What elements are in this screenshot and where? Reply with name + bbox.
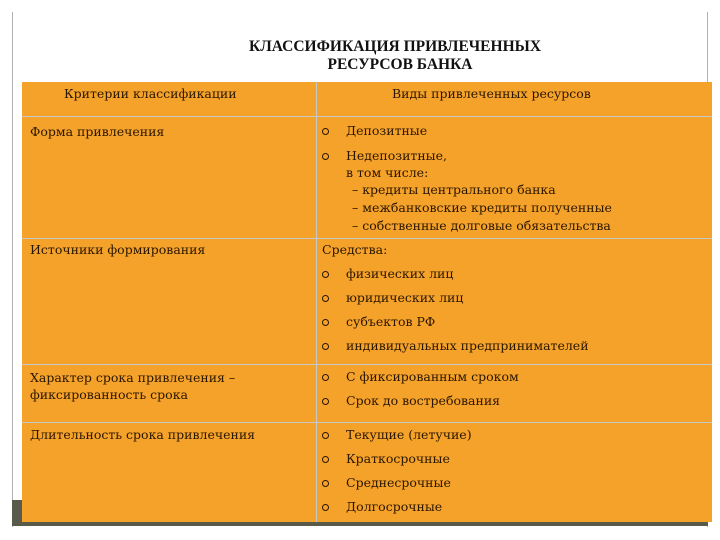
list-item: Недепозитные, bbox=[346, 148, 447, 163]
sub-line: – кредиты центрального банка bbox=[352, 182, 556, 197]
slide-title bbox=[60, 38, 720, 74]
list-item: юридических лиц bbox=[346, 290, 464, 305]
bullet-icon bbox=[322, 295, 329, 302]
bullet-icon bbox=[322, 374, 329, 381]
sub-line: – собственные долговые обязательства bbox=[352, 218, 611, 233]
header-types: Виды привлеченных ресурсов bbox=[392, 86, 591, 101]
row-criterion-line-1: Характер срока привлечения – bbox=[30, 370, 236, 385]
bullet-icon bbox=[322, 480, 329, 487]
list-item: Краткосрочные bbox=[346, 451, 450, 466]
classification-table bbox=[22, 82, 712, 522]
row-intro: Средства: bbox=[322, 242, 388, 257]
list-item: Среднесрочные bbox=[346, 475, 451, 490]
bullet-icon bbox=[322, 319, 329, 326]
bullet-icon bbox=[322, 128, 329, 135]
bullet-icon bbox=[322, 343, 329, 350]
list-item: С фиксированным сроком bbox=[346, 369, 519, 384]
column-divider bbox=[316, 82, 317, 522]
list-item: физических лиц bbox=[346, 266, 454, 281]
bullet-icon bbox=[322, 398, 329, 405]
list-item: Долгосрочные bbox=[346, 499, 443, 514]
row-criterion: Источники формирования bbox=[30, 242, 206, 257]
bullet-icon bbox=[322, 271, 329, 278]
table-row bbox=[22, 422, 712, 423]
list-item: индивидуальных предпринимателей bbox=[346, 338, 589, 353]
row-criterion: Длительность срока привлечения bbox=[30, 427, 256, 442]
list-item: Срок до востребования bbox=[346, 393, 501, 408]
bullet-icon bbox=[322, 432, 329, 439]
list-item: Депозитные bbox=[346, 123, 428, 138]
row-criterion: Форма привлечения bbox=[30, 124, 165, 139]
table-row bbox=[22, 116, 712, 117]
sub-line: – межбанковские кредиты полученные bbox=[352, 200, 612, 215]
slide-left-border bbox=[12, 12, 13, 527]
bullet-icon bbox=[322, 504, 329, 511]
list-item: субъектов РФ bbox=[346, 314, 436, 329]
sub-line: в том числе: bbox=[346, 165, 429, 180]
table-row bbox=[22, 238, 712, 239]
bullet-icon bbox=[322, 456, 329, 463]
header-criteria: Критерии классификации bbox=[64, 86, 237, 101]
bullet-icon bbox=[322, 153, 329, 160]
row-criterion-line-2: фиксированность срока bbox=[30, 387, 188, 402]
title-line-1: КЛАССИФИКАЦИЯ ПРИВЛЕЧЕННЫХ bbox=[248, 38, 542, 55]
title-line-2: РЕСУРСОВ БАНКА bbox=[327, 56, 473, 73]
list-item: Текущие (летучие) bbox=[346, 427, 472, 442]
table-row bbox=[22, 364, 712, 365]
